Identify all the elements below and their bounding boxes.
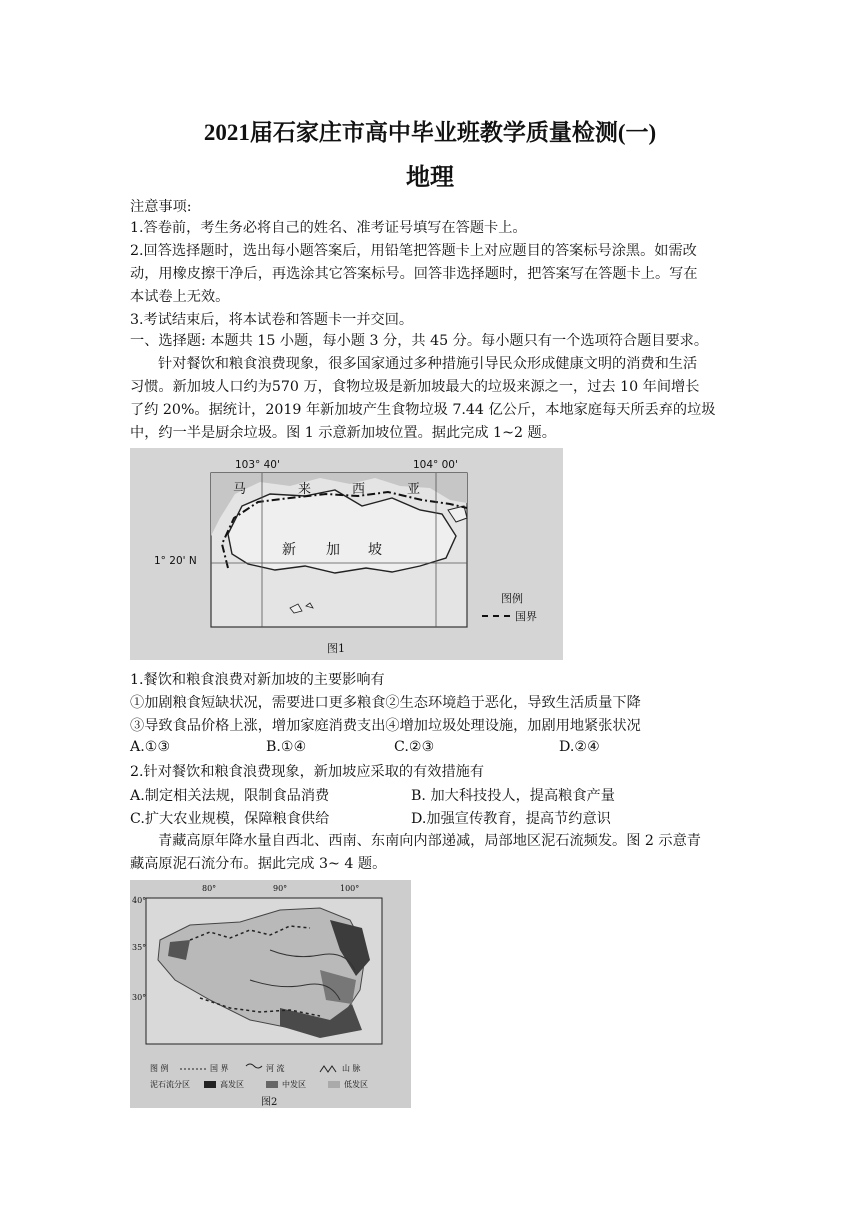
q1-option-c: C.②③: [394, 739, 435, 755]
notice-heading: 注意事项:: [130, 199, 192, 215]
q1-option-d: D.②④: [559, 739, 600, 755]
fig2-legend-zone: 泥石流分区: [150, 1080, 190, 1089]
notice-item-2-line2: 动，用橡皮擦干净后，再选涂其它答案标号。回答非选择题时，把答案写在答题卡上。写在: [130, 266, 698, 282]
q2-option-c: C.扩大农业规模，保障粮食供给: [130, 811, 330, 827]
fig2-legend-river: 河 流: [266, 1064, 285, 1073]
passage-a-line4: 中，约一半是厨余垃圾。图 1 示意新加坡位置。据此完成 1~2 题。: [130, 425, 556, 441]
fig2-lon-90: 90°: [273, 884, 288, 893]
subject-title: 地理: [406, 165, 454, 191]
legend-high-swatch: [204, 1081, 216, 1088]
q2-option-a: A.制定相关法规，限制食品消费: [130, 788, 330, 804]
q1-stem: 1.餐饮和粮食浪费对新加坡的主要影响有: [130, 672, 385, 688]
label-singapore-1: 新: [282, 542, 296, 558]
notice-item-3: 3.考试结束后，将本试卷和答题卡一并交回。: [130, 312, 414, 328]
fig2-legend-low: 低发区: [344, 1080, 368, 1089]
fig2-lat-30: 30°: [132, 993, 147, 1002]
fig2-lon-80: 80°: [202, 884, 217, 893]
fig1-lon-right: 104° 00': [413, 459, 458, 471]
fig2-lat-40: 40°: [132, 896, 147, 905]
label-singapore-3: 坡: [368, 542, 382, 558]
q2-stem: 2.针对餐饮和粮食浪费现象，新加坡应采取的有效措施有: [130, 764, 485, 780]
fig2-legend-border: 国 界: [210, 1064, 229, 1073]
label-malaysia-1: 马: [233, 482, 247, 497]
legend-mid-swatch: [266, 1081, 278, 1088]
fig1-legend-title: 图例: [501, 592, 523, 605]
fig2-legend-high: 高发区: [220, 1080, 244, 1089]
fig1-caption: 图1: [327, 642, 345, 655]
notice-item-1: 1.答卷前，考生务必将自己的姓名、准考证号填写在答题卡上。: [130, 220, 527, 236]
passage-b-line1: 青藏高原年降水量自西北、西南、东南向内部递减，局部地区泥石流频发。图 2 示意青: [158, 833, 701, 849]
q1-statements-2: ③导致食品价格上涨，增加家庭消费支出④增加垃圾处理设施，加剧用地紧张状况: [130, 718, 641, 734]
label-singapore-2: 加: [326, 542, 340, 558]
notice-item-2-line3: 本试卷上无效。: [130, 289, 230, 305]
fig2-legend-label: 图 例: [150, 1064, 169, 1073]
fig2-caption: 图2: [261, 1097, 278, 1108]
notice-item-2-line1: 2.回答选择题时，选出每小题答案后，用铅笔把答题卡上对应题目的答案标号涂黑。如需改: [130, 243, 697, 259]
passage-a-line2: 习惯。新加坡人口约为570 万，食物垃圾是新加坡最大的垃圾来源之一，过去 10 年间增长: [130, 379, 700, 395]
q1-statements-1: ①加剧粮食短缺状况，需要进口更多粮食②生态环境趋于恶化，导致生活质量下降: [130, 695, 641, 711]
label-malaysia-4: 亚: [407, 482, 421, 497]
fig1-lon-left: 103° 40': [235, 459, 280, 471]
figure-2-tibet-map: [130, 880, 411, 1108]
passage-b-line2: 藏高原泥石流分布。据此完成 3~ 4 题。: [130, 856, 387, 872]
passage-a-line1: 针对餐饮和粮食浪费现象，很多国家通过多种措施引导民众形成健康文明的消费和生活: [158, 356, 698, 372]
q1-option-b: B.①④: [266, 739, 307, 755]
passage-a-line3: 了约 20%。据统计，2019 年新加坡产生食物垃圾 7.44 亿公斤，本地家庭每天所丢弃的垃圾: [130, 402, 716, 418]
fig1-legend-border-label: 国界: [515, 610, 537, 623]
fig2-legend-mountain: 山 脉: [342, 1064, 361, 1073]
section-heading: 一、选择题: 本题共 15 小题，每小题 3 分，共 45 分。每小题只有一个选项符合题目要求。: [130, 333, 709, 349]
fig1-legend-border-symbol: [482, 615, 510, 617]
fig2-lon-100: 100°: [340, 884, 360, 893]
figure-1-singapore-map: [130, 448, 563, 660]
q2-option-d: D.加强宣传教育，提高节约意识: [411, 811, 611, 827]
legend-low-swatch: [328, 1081, 340, 1088]
label-malaysia-3: 西: [352, 482, 366, 497]
fig1-lat: 1° 20' N: [154, 555, 197, 567]
q2-option-b: B. 加大科技投人，提高粮食产量: [411, 788, 615, 804]
label-malaysia-2: 来: [298, 482, 312, 497]
exam-title: 2021届石家庄市高中毕业班教学质量检测(一): [203, 120, 657, 145]
q1-option-a: A.①③: [130, 739, 171, 755]
fig2-lat-35: 35°: [132, 943, 147, 952]
fig2-legend-mid: 中发区: [282, 1080, 306, 1089]
